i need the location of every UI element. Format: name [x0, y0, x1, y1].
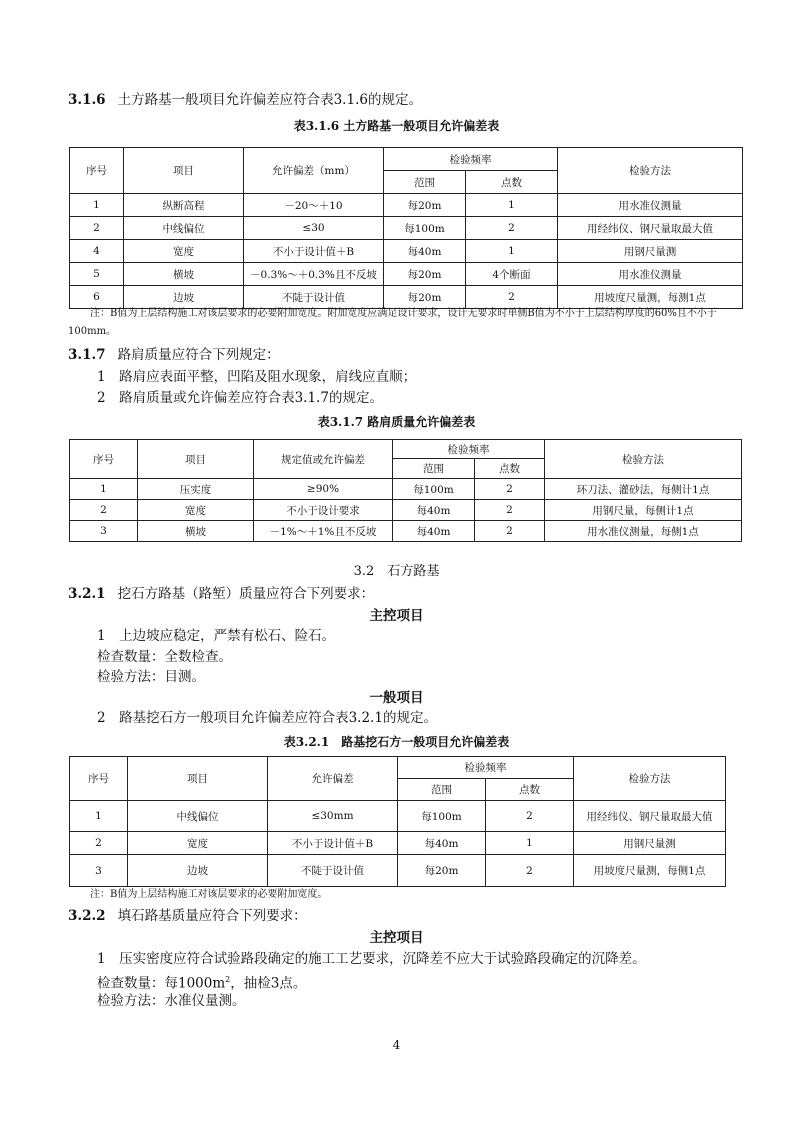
table-row — [70, 801, 726, 832]
header-no: 序号 — [70, 757, 128, 801]
cell-method: 用钢尺量测 — [558, 240, 743, 263]
cell-item: 压实度 — [138, 479, 254, 500]
cell-points: 2 — [475, 500, 545, 521]
table-3-2-1-note: 注：B值为上层结构施工对该层要求的必要附加宽度。 — [90, 889, 328, 900]
table-row — [70, 479, 742, 500]
cell-no: 3 — [70, 521, 138, 542]
cell-method: 用经纬仪、钢尺量取最大值 — [558, 217, 743, 240]
cell-method: 用水准仪测量，每侧1点 — [545, 521, 742, 542]
header-item: 项目 — [124, 148, 244, 194]
cell-range: 每100m — [398, 801, 486, 832]
cell-no: 1 — [70, 479, 138, 500]
table-row — [70, 263, 743, 286]
clause-number: 3.1.6 — [68, 92, 106, 108]
page-number: 4 — [392, 1038, 401, 1052]
general-items-heading: 一般项目 — [369, 690, 424, 706]
cell-tolerance: 不陡于设计值 — [244, 286, 384, 309]
cell-method: 用水准仪测量 — [558, 263, 743, 286]
cell-points: 4个断面 — [466, 263, 558, 286]
cell-method: 用钢尺量，每侧计1点 — [545, 500, 742, 521]
header-frequency: 检验频率 — [398, 757, 574, 779]
cell-points: 2 — [486, 801, 574, 832]
table-3-1-6-caption: 表3.1.6 土方路基一般项目允许偏差表 — [293, 119, 500, 133]
header-item: 项目 — [138, 440, 254, 479]
cell-item: 边坡 — [128, 855, 268, 887]
header-item: 项目 — [128, 757, 268, 801]
table-row — [70, 832, 726, 855]
clause-text: 填石路基质量应符合下列要求： — [117, 908, 307, 924]
cell-method: 用水准仪测量 — [558, 194, 743, 217]
cell-item: 边坡 — [124, 286, 244, 309]
superscript: 2 — [225, 975, 231, 984]
table-row — [70, 521, 742, 542]
clause-text: 路肩质量应符合下列规定： — [117, 347, 280, 363]
table-row — [70, 240, 743, 263]
cell-range: 每100m — [384, 217, 466, 240]
header-method: 检验方法 — [574, 757, 726, 801]
cell-tolerance: 不小于设计值＋B — [268, 832, 398, 855]
cell-tolerance: －1%～＋1%且不反坡 — [254, 521, 393, 542]
table-row — [70, 217, 743, 240]
header-points: 点数 — [486, 779, 574, 801]
cell-method: 环刀法、灌砂法，每侧计1点 — [545, 479, 742, 500]
cell-method: 用钢尺量测 — [574, 832, 726, 855]
check-quantity-text: 检查数量：每1000m — [97, 975, 226, 992]
header-no: 序号 — [70, 148, 124, 194]
header-tolerance: 规定值或允许偏差 — [254, 440, 393, 479]
cell-points: 1 — [466, 240, 558, 263]
cell-item: 宽度 — [138, 500, 254, 521]
cell-tolerance: 不小于设计要求 — [254, 500, 393, 521]
cell-range: 每40m — [393, 500, 475, 521]
cell-tolerance: ≤30 — [244, 217, 384, 240]
clause-number: 3.1.7 — [68, 347, 106, 363]
cell-tolerance: －20～＋10 — [244, 194, 384, 217]
cell-points: 1 — [466, 194, 558, 217]
cell-method: 用经纬仪、钢尺量取最大值 — [574, 801, 726, 832]
cell-item: 纵断高程 — [124, 194, 244, 217]
cell-tolerance: 不小于设计值＋B — [244, 240, 384, 263]
table-3-1-7 — [69, 439, 742, 542]
cell-no: 5 — [70, 263, 124, 286]
clause-number: 3.2.1 — [68, 586, 106, 602]
clause-3-2-1-item-1: 1 上边坡应稳定，严禁有松石、险石。 — [97, 628, 336, 644]
cell-tolerance: ≥90% — [254, 479, 393, 500]
main-control-heading: 主控项目 — [369, 608, 424, 624]
cell-no: 1 — [70, 801, 128, 832]
clause-3-2-2 — [68, 907, 307, 925]
check-method: 检验方法：目测。 — [97, 669, 205, 685]
clause-3-1-7 — [68, 346, 280, 364]
table-row — [70, 855, 726, 887]
cell-no: 1 — [70, 194, 124, 217]
cell-method: 用坡度尺量测，每测1点 — [558, 286, 743, 309]
header-frequency: 检验频率 — [393, 440, 545, 459]
table-3-1-7-caption: 表3.1.7 路肩质量允许偏差表 — [317, 415, 476, 429]
clause-3-2-1 — [68, 585, 374, 603]
header-tolerance: 允许偏差（mm） — [244, 148, 384, 194]
cell-no: 2 — [70, 500, 138, 521]
clause-3-1-6 — [68, 91, 422, 109]
cell-points: 2 — [466, 286, 558, 309]
main-control-heading-2: 主控项目 — [369, 930, 424, 946]
cell-tolerance: 不陡于设计值 — [268, 855, 398, 887]
header-frequency: 检验频率 — [384, 148, 558, 171]
cell-range: 每20m — [384, 263, 466, 286]
header-range: 范围 — [393, 459, 475, 479]
cell-no: 6 — [70, 286, 124, 309]
cell-points: 2 — [475, 479, 545, 500]
clause-text: 土方路基一般项目允许偏差应符合表3.1.6的规定。 — [117, 92, 422, 108]
table-3-2-1 — [69, 756, 726, 887]
cell-range: 每20m — [398, 855, 486, 887]
table-row — [70, 194, 743, 217]
check-quantity-2 — [97, 971, 306, 993]
clause-text: 挖石方路基（路堑）质量应符合下列要求： — [117, 586, 375, 602]
cell-range: 每20m — [384, 286, 466, 309]
header-range: 范围 — [398, 779, 486, 801]
table-3-1-6 — [69, 147, 743, 309]
cell-range: 每100m — [393, 479, 475, 500]
header-range: 范围 — [384, 171, 466, 194]
cell-item: 横坡 — [124, 263, 244, 286]
header-method: 检验方法 — [558, 148, 743, 194]
clause-3-2-1-item-2: 2 路基挖石方一般项目允许偏差应符合表3.2.1的规定。 — [97, 710, 437, 726]
cell-method: 用坡度尺量测，每侧1点 — [574, 855, 726, 887]
clause-3-1-7-item-2: 2 路肩质量或允许偏差应符合表3.1.7的规定。 — [97, 390, 383, 406]
cell-item: 宽度 — [128, 832, 268, 855]
clause-3-1-7-item-1: 1 路肩应表面平整，凹陷及阻水现象，肩线应直顺； — [97, 369, 417, 385]
cell-range: 每40m — [384, 240, 466, 263]
cell-range: 每40m — [393, 521, 475, 542]
cell-range: 每40m — [398, 832, 486, 855]
header-points: 点数 — [475, 459, 545, 479]
header-no: 序号 — [70, 440, 138, 479]
check-quantity-text-end: ，抽检3点。 — [230, 975, 307, 992]
cell-no: 2 — [70, 832, 128, 855]
cell-item: 中线偏位 — [124, 217, 244, 240]
cell-points: 1 — [486, 832, 574, 855]
cell-no: 3 — [70, 855, 128, 887]
cell-points: 2 — [486, 855, 574, 887]
table-row — [70, 500, 742, 521]
table-3-1-6-note-line1: 注：B值为上层结构施工对该层要求的必要附加宽度。附加宽度应满足设计要求，设计无要求时单侧B值为不小于上层结构厚度的60%且不小于 — [90, 308, 717, 319]
cell-item: 宽度 — [124, 240, 244, 263]
cell-no: 2 — [70, 217, 124, 240]
check-method-2: 检验方法：水准仪量测。 — [97, 993, 246, 1009]
header-points: 点数 — [466, 171, 558, 194]
header-method: 检验方法 — [545, 440, 742, 479]
cell-points: 2 — [475, 521, 545, 542]
section-3-2-title: 3.2 石方路基 — [353, 564, 440, 579]
table-3-1-6-note-line2: 100mm。 — [68, 326, 117, 337]
cell-tolerance: －0.3%～＋0.3%且不反坡 — [244, 263, 384, 286]
cell-item: 中线偏位 — [128, 801, 268, 832]
cell-range: 每20m — [384, 194, 466, 217]
check-quantity: 检查数量：全数检查。 — [97, 649, 232, 665]
clause-number: 3.2.2 — [68, 908, 106, 924]
cell-item: 横坡 — [138, 521, 254, 542]
cell-points: 2 — [466, 217, 558, 240]
table-3-2-1-caption: 表3.2.1 路基挖石方一般项目允许偏差表 — [283, 735, 510, 749]
cell-no: 4 — [70, 240, 124, 263]
cell-tolerance: ≤30mm — [268, 801, 398, 832]
clause-3-2-2-item-1: 1 压实密度应符合试验路段确定的施工工艺要求，沉降差不应大于试验路段确定的沉降差。 — [97, 951, 646, 967]
header-tolerance: 允许偏差 — [268, 757, 398, 801]
